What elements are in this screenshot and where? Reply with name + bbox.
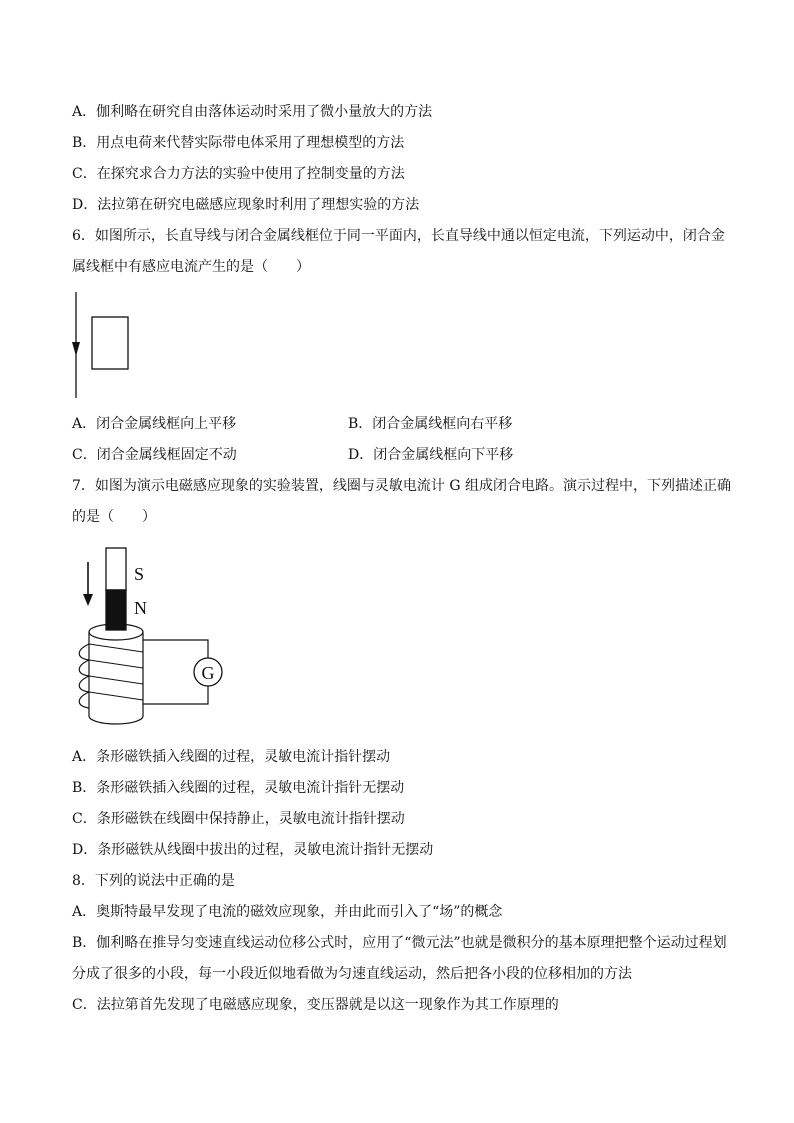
q7-stem-line1: 7．如图为演示电磁感应现象的实验装置，线圈与灵敏电流计 G 组成闭合电路。演示过程中，下列描述正确	[72, 478, 731, 494]
q5-option-b: B．用点电荷来代替实际带电体采用了理想模型的方法	[72, 135, 405, 151]
q5-option-c: C．在探究求合力方法的实验中使用了控制变量的方法	[72, 166, 405, 182]
coil-winding	[79, 692, 89, 708]
q8-option-a: A．奥斯特最早发现了电流的磁效应现象，并由此而引入了“场”的概念	[72, 904, 503, 920]
magnet-s-pole	[106, 548, 126, 590]
q6-stem-line1: 6．如图所示，长直导线与闭合金属线框位于同一平面内，长直导线中通以恒定电流，下列运动中，闭合金	[72, 228, 725, 244]
galvanometer-label: G	[201, 663, 215, 683]
q5-option-a: A．伽利略在研究自由落体运动时采用了微小量放大的方法	[72, 104, 433, 120]
q7-option-b: B．条形磁铁插入线圈的过程，灵敏电流计指针无摆动	[72, 780, 405, 796]
q5-option-d: D．法拉第在研究电磁感应现象时利用了理想实验的方法	[72, 197, 420, 213]
coil-winding	[79, 644, 89, 660]
q6-option-d: D．闭合金属线框向下平移	[348, 447, 514, 463]
q6-option-c: C．闭合金属线框固定不动	[72, 447, 237, 463]
q8-option-c: C．法拉第首先发现了电磁感应现象，变压器就是以这一现象作为其工作原理的	[72, 997, 559, 1013]
metal-loop-frame	[92, 317, 128, 369]
magnet-n-pole	[106, 590, 126, 630]
q7-induction-figure	[66, 540, 226, 726]
q7-stem-line2: 的是（ ）	[72, 509, 156, 525]
magnet-label-s: S	[134, 564, 145, 584]
coil-winding	[79, 660, 89, 676]
q6-option-a: A．闭合金属线框向上平移	[72, 416, 237, 432]
q6-wire-loop-figure	[64, 290, 144, 402]
motion-arrow-icon	[83, 594, 93, 606]
q7-option-c: C．条形磁铁在线圈中保持静止，灵敏电流计指针摆动	[72, 811, 405, 827]
q6-option-b: B．闭合金属线框向右平移	[348, 416, 513, 432]
q6-stem-line2: 属线框中有感应电流产生的是（ ）	[72, 259, 310, 275]
current-arrow-icon	[72, 342, 80, 356]
circuit-wire-bottom	[143, 686, 208, 704]
q8-stem: 8．下列的说法中正确的是	[72, 873, 235, 889]
coil-winding	[79, 676, 89, 692]
magnet-label-n: N	[134, 598, 147, 618]
q7-option-d: D．条形磁铁从线圈中拔出的过程，灵敏电流计指针无摆动	[72, 842, 434, 858]
q7-option-a: A．条形磁铁插入线圈的过程，灵敏电流计指针摆动	[72, 749, 391, 765]
q8-option-b-line1: B．伽利略在推导匀变速直线运动位移公式时，应用了“微元法”也就是微积分的基本原理把整个运动过程划	[72, 935, 727, 951]
circuit-wire-top	[143, 640, 208, 658]
coil-bottom	[89, 716, 143, 724]
q8-option-b-line2: 分成了很多的小段，每一小段近似地看做为匀速直线运动，然后把各小段的位移相加的方法	[72, 966, 632, 982]
